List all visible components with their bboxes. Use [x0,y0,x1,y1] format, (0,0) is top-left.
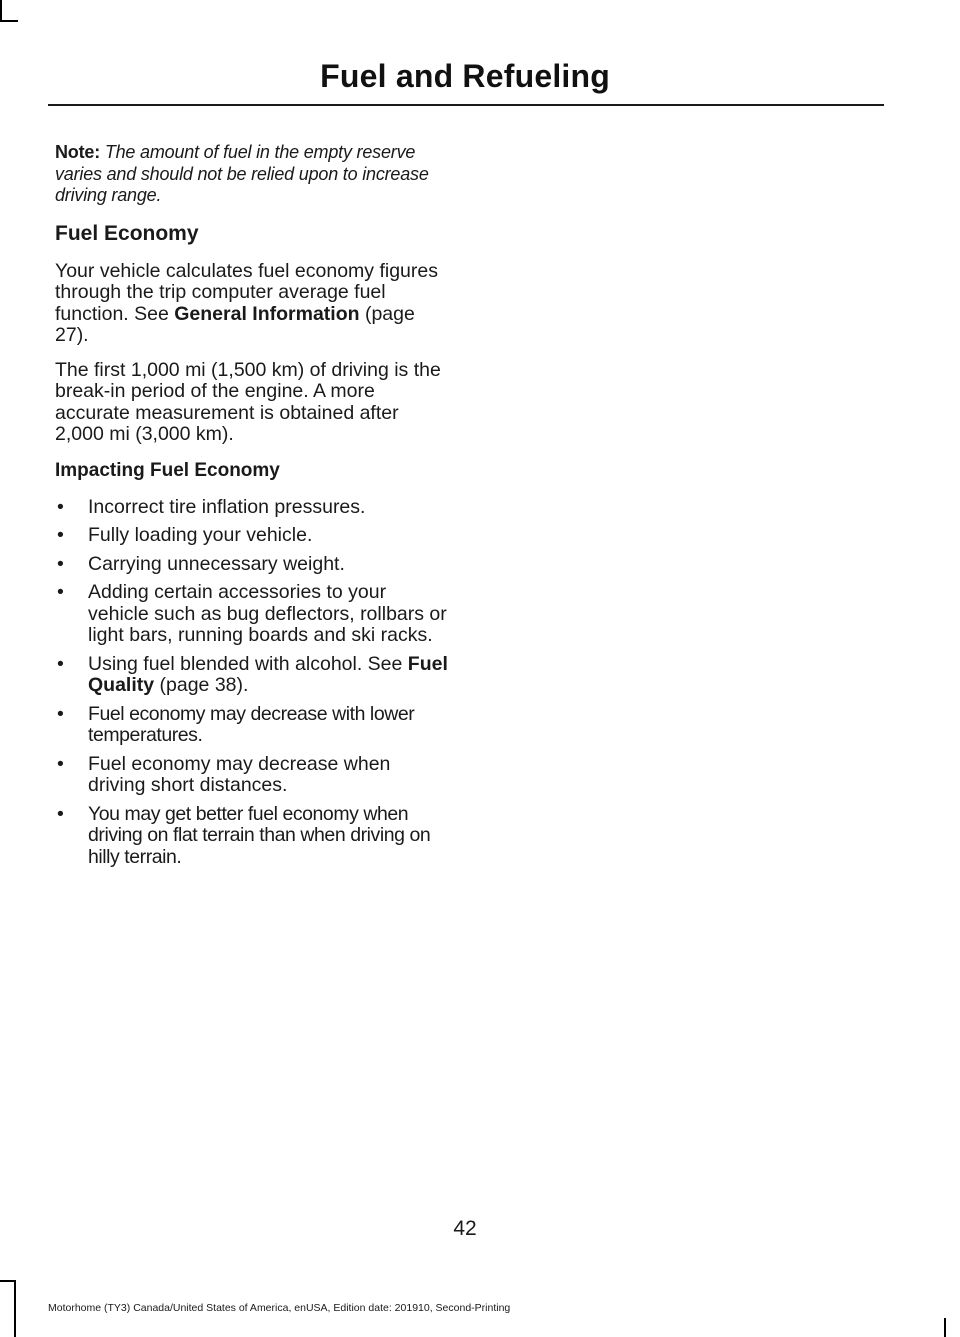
list-item-text: Fuel economy may decrease when driving short distances. [88,752,391,796]
page-number: 42 [453,1217,477,1240]
sub-heading-impacting-fuel-economy: Impacting Fuel Economy [55,459,280,481]
list-item [55,554,450,576]
page-reference: (page 38). [154,674,249,696]
bullet-icon: • [57,524,64,546]
section-heading-fuel-economy: Fuel Economy [55,221,199,245]
paragraph-text: Your vehicle calculates fuel economy figures through the trip computer average fuel function. See [55,259,438,325]
cross-reference-link[interactable]: General Information [174,302,360,325]
impacting-factors-list [55,497,450,869]
footer-edition-info: Motorhome (TY3) Canada/United States of America, enUSA, Edition date: 201910, Second-Printing [48,1302,511,1314]
bullet-icon: • [57,581,64,603]
list-item-text: Carrying unnecessary weight. [88,552,345,575]
page-reference: (page 27). [55,302,415,346]
note-text: The amount of fuel in the empty reserve varies and should not be relied upon to increase driving range. [55,142,429,205]
list-item [55,754,450,797]
list-item-text: You may get better fuel economy when driving on flat terrain than when driving on hilly terrain. [88,802,431,868]
bullet-icon: • [57,495,64,518]
bullet-icon: • [57,702,64,725]
list-item-text: Adding certain accessories to your vehicle such as bug deflectors, rollbars or light bars, running boards and ski racks. [88,581,447,646]
note-block [55,142,450,207]
page-title: Fuel and Refueling [320,58,610,94]
crop-mark-top-left [0,0,2,20]
list-item [55,497,450,519]
list-item [55,704,450,747]
fuel-economy-paragraph-1 [55,261,450,347]
header-divider [48,104,884,106]
bullet-icon: • [57,802,64,825]
list-item-text: Incorrect tire inflation pressures. [88,495,366,518]
list-item [55,804,450,869]
crop-mark-bottom-left-h [0,1280,14,1282]
bullet-icon: • [57,752,64,775]
fuel-economy-paragraph-2: The first 1,000 mi (1,500 km) of driving is the break-in period of the engine. A more accurate measurement is obtained after 2,000 mi (3,000 km). [55,358,441,445]
list-item [55,654,450,697]
list-item [55,582,450,647]
bullet-icon: • [57,552,64,575]
crop-mark-bottom-left [14,1280,16,1337]
cross-reference-link[interactable]: Fuel Quality [88,652,448,696]
list-item-text: Fuel economy may decrease with lower temperatures. [88,702,415,746]
crop-mark-top-left-h [0,20,18,22]
note-label: Note: [55,142,100,162]
bullet-icon: • [57,652,64,675]
crop-mark-bottom-right [944,1318,946,1337]
list-item [55,525,450,547]
main-content [55,142,450,875]
list-item-text: Fully loading your vehicle. [88,524,313,546]
list-item-text: Using fuel blended with alcohol. See [88,652,408,675]
